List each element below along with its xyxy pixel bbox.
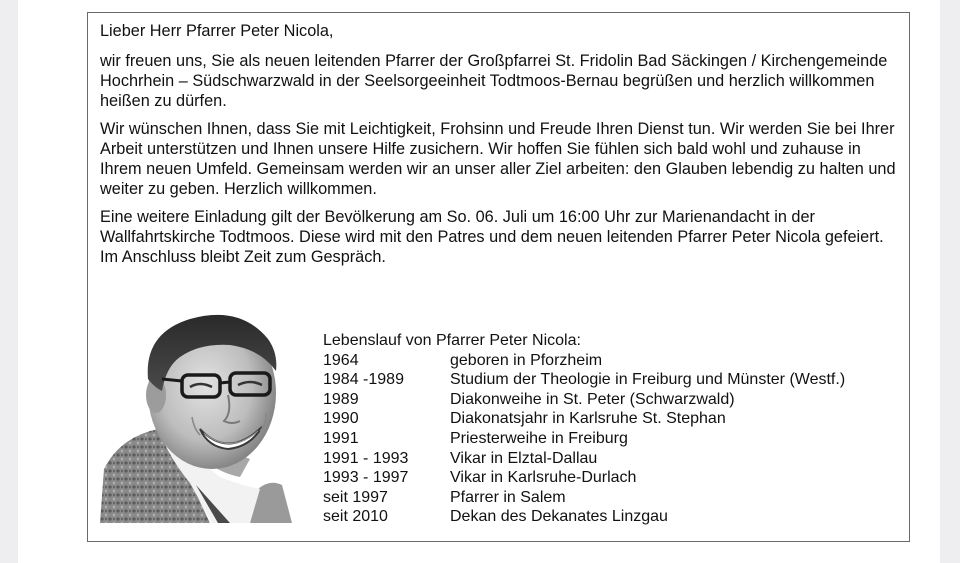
cv-entry bbox=[323, 468, 845, 488]
letter-paragraph-wishes: Wir wünschen Ihnen, dass Sie mit Leichtigkeit, Frohsinn und Freude Ihren Dienst tun. Wir werden Sie bei Ihrer Arbeit unterstützen und Ihnen unsere Hilfe zusichern. Wir hoffen Sie fühlen sich bald wohl und zuhause in Ihrem neuen Umfeld. Gemeinsam werden wir an unser aller Ziel arbeiten: den Glauben lebendig zu halten und weiter zu geben. Herzlich willkommen. bbox=[100, 120, 896, 198]
cv-entry-event: Pfarrer in Salem bbox=[450, 488, 566, 506]
document-page bbox=[18, 0, 940, 563]
cv-entry bbox=[323, 507, 845, 527]
cv-entry bbox=[323, 370, 845, 390]
cv-entry-event: Vikar in Elztal-Dallau bbox=[450, 449, 598, 467]
cv-entry-event: geboren in Pforzheim bbox=[450, 351, 603, 369]
cv-entry-event: Vikar in Karlsruhe-Durlach bbox=[450, 469, 637, 487]
cv-entry bbox=[323, 409, 845, 429]
letter-frame bbox=[87, 12, 910, 542]
cv-entry-year: 1989 bbox=[323, 390, 359, 408]
cv-entry-year: 1964 bbox=[323, 351, 359, 369]
cv-entry-event: Diakonatsjahr in Karlsruhe St. Stephan bbox=[450, 410, 726, 428]
cv-entry bbox=[323, 488, 845, 508]
cv-entry-year: 1990 bbox=[323, 410, 359, 428]
cv-entry-event: Studium der Theologie in Freiburg und Münster (Westf.) bbox=[450, 371, 846, 389]
cv-title: Lebenslauf von Pfarrer Peter Nicola: bbox=[323, 332, 581, 349]
letter-paragraph-welcome: wir freuen uns, Sie als neuen leitenden Pfarrer der Großpfarrei St. Fridolin Bad Säckingen / Kirchengemeinde Hochrhein – Südschwarzwald in der Seelsorgeeinheit Todtmoos-Bernau begrüßen und herzlich willkommen heißen zu dürfen. bbox=[100, 52, 888, 110]
letter-body bbox=[100, 21, 900, 275]
cv-entry bbox=[323, 449, 845, 469]
priest-portrait-photo bbox=[100, 309, 292, 523]
cv-entry-year: 1991 bbox=[323, 429, 359, 447]
cv-entry-event: Dekan des Dekanates Linzgau bbox=[450, 508, 668, 526]
cv-entry bbox=[323, 429, 845, 449]
letter-paragraph-invitation: Eine weitere Einladung gilt der Bevölkerung am So. 06. Juli um 16:00 Uhr zur Marienandacht in der Wallfahrtskirche Todtmoos. Diese wird mit den Patres und dem neuen leitenden Pfarrer Peter Nicola gefeiert. Im Anschluss bleibt Zeit zum Gespräch. bbox=[100, 208, 884, 266]
cv-entry-event: Priesterweihe in Freiburg bbox=[450, 429, 628, 447]
cv-entry-year: 1993 - 1997 bbox=[323, 469, 409, 487]
curriculum-vitae bbox=[323, 331, 845, 527]
cv-entry-year: seit 1997 bbox=[323, 488, 388, 506]
cv-entry bbox=[323, 390, 845, 410]
cv-entry-year: seit 2010 bbox=[323, 508, 388, 526]
letter-salutation: Lieber Herr Pfarrer Peter Nicola, bbox=[100, 22, 334, 40]
cv-entry bbox=[323, 351, 845, 371]
cv-entry-event: Diakonweihe in St. Peter (Schwarzwald) bbox=[450, 390, 735, 408]
cv-entry-year: 1984 -1989 bbox=[323, 371, 404, 389]
cv-entry-year: 1991 - 1993 bbox=[323, 449, 409, 467]
